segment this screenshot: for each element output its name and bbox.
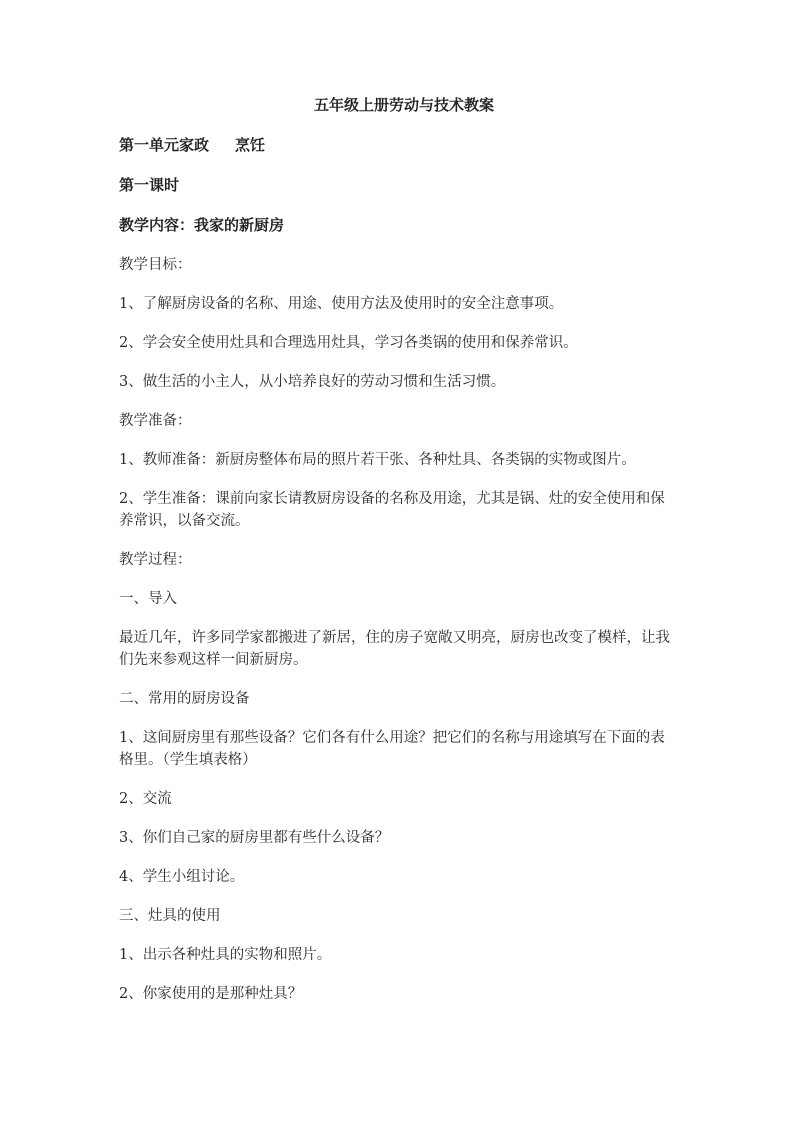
unit-topic: 烹饪 [235, 136, 266, 154]
equipment-item: 4、学生小组讨论。 [119, 869, 245, 885]
objective-item: 3、做生活的小主人，从小培养良好的劳动习惯和生活习惯。 [119, 374, 506, 390]
equipment-item: 2、交流 [119, 791, 172, 807]
stove-item: 2、你家使用的是那种灶具？ [119, 986, 303, 1002]
equipment-item: 1、这间厨房里有那些设备？它们各有什么用途？把它们的名称与用途填写在下面的表格里。（学生填表格） [119, 730, 665, 768]
objective-item: 2、学会安全使用灶具和合理选用灶具，学习各类锅的使用和保养常识。 [119, 335, 578, 351]
lesson-heading: 第一课时 [119, 176, 180, 194]
preparation-item: 2、学生准备：课前向家长请教厨房设备的名称及用途，尤其是锅、灶的安全使用和保养常识，以备交流。 [119, 491, 665, 529]
objective-item: 1、了解厨房设备的名称、用途、使用方法及使用时的安全注意事项。 [119, 296, 564, 312]
document-page [119, 94, 679, 1022]
unit-label: 第一单元家政 [119, 136, 210, 154]
objectives-heading: 教学目标： [119, 257, 192, 273]
preparation-heading: 教学准备： [119, 413, 192, 429]
section-heading-kitchen-equipment: 二、常用的厨房设备 [119, 691, 250, 707]
content-heading: 教学内容：我家的新厨房 [119, 216, 285, 234]
section-heading-intro: 一、导入 [119, 591, 177, 607]
equipment-item: 3、你们自己家的厨房里都有些什么设备？ [119, 830, 390, 846]
unit-heading [119, 134, 679, 156]
stove-item: 1、出示各种灶具的实物和照片。 [119, 947, 332, 963]
section-intro-text: 最近几年，许多同学家都搬进了新居，住的房子宽敞又明亮，厨房也改变了模样，让我们先来参观这样一间新厨房。 [119, 630, 670, 668]
document-title: 五年级上册劳动与技术教案 [313, 96, 494, 114]
process-heading: 教学过程： [119, 552, 192, 568]
section-heading-stove-use: 三、灶具的使用 [119, 908, 221, 924]
preparation-item: 1、教师准备：新厨房整体布局的照片若干张、各种灶具、各类锅的实物或图片。 [119, 452, 636, 468]
